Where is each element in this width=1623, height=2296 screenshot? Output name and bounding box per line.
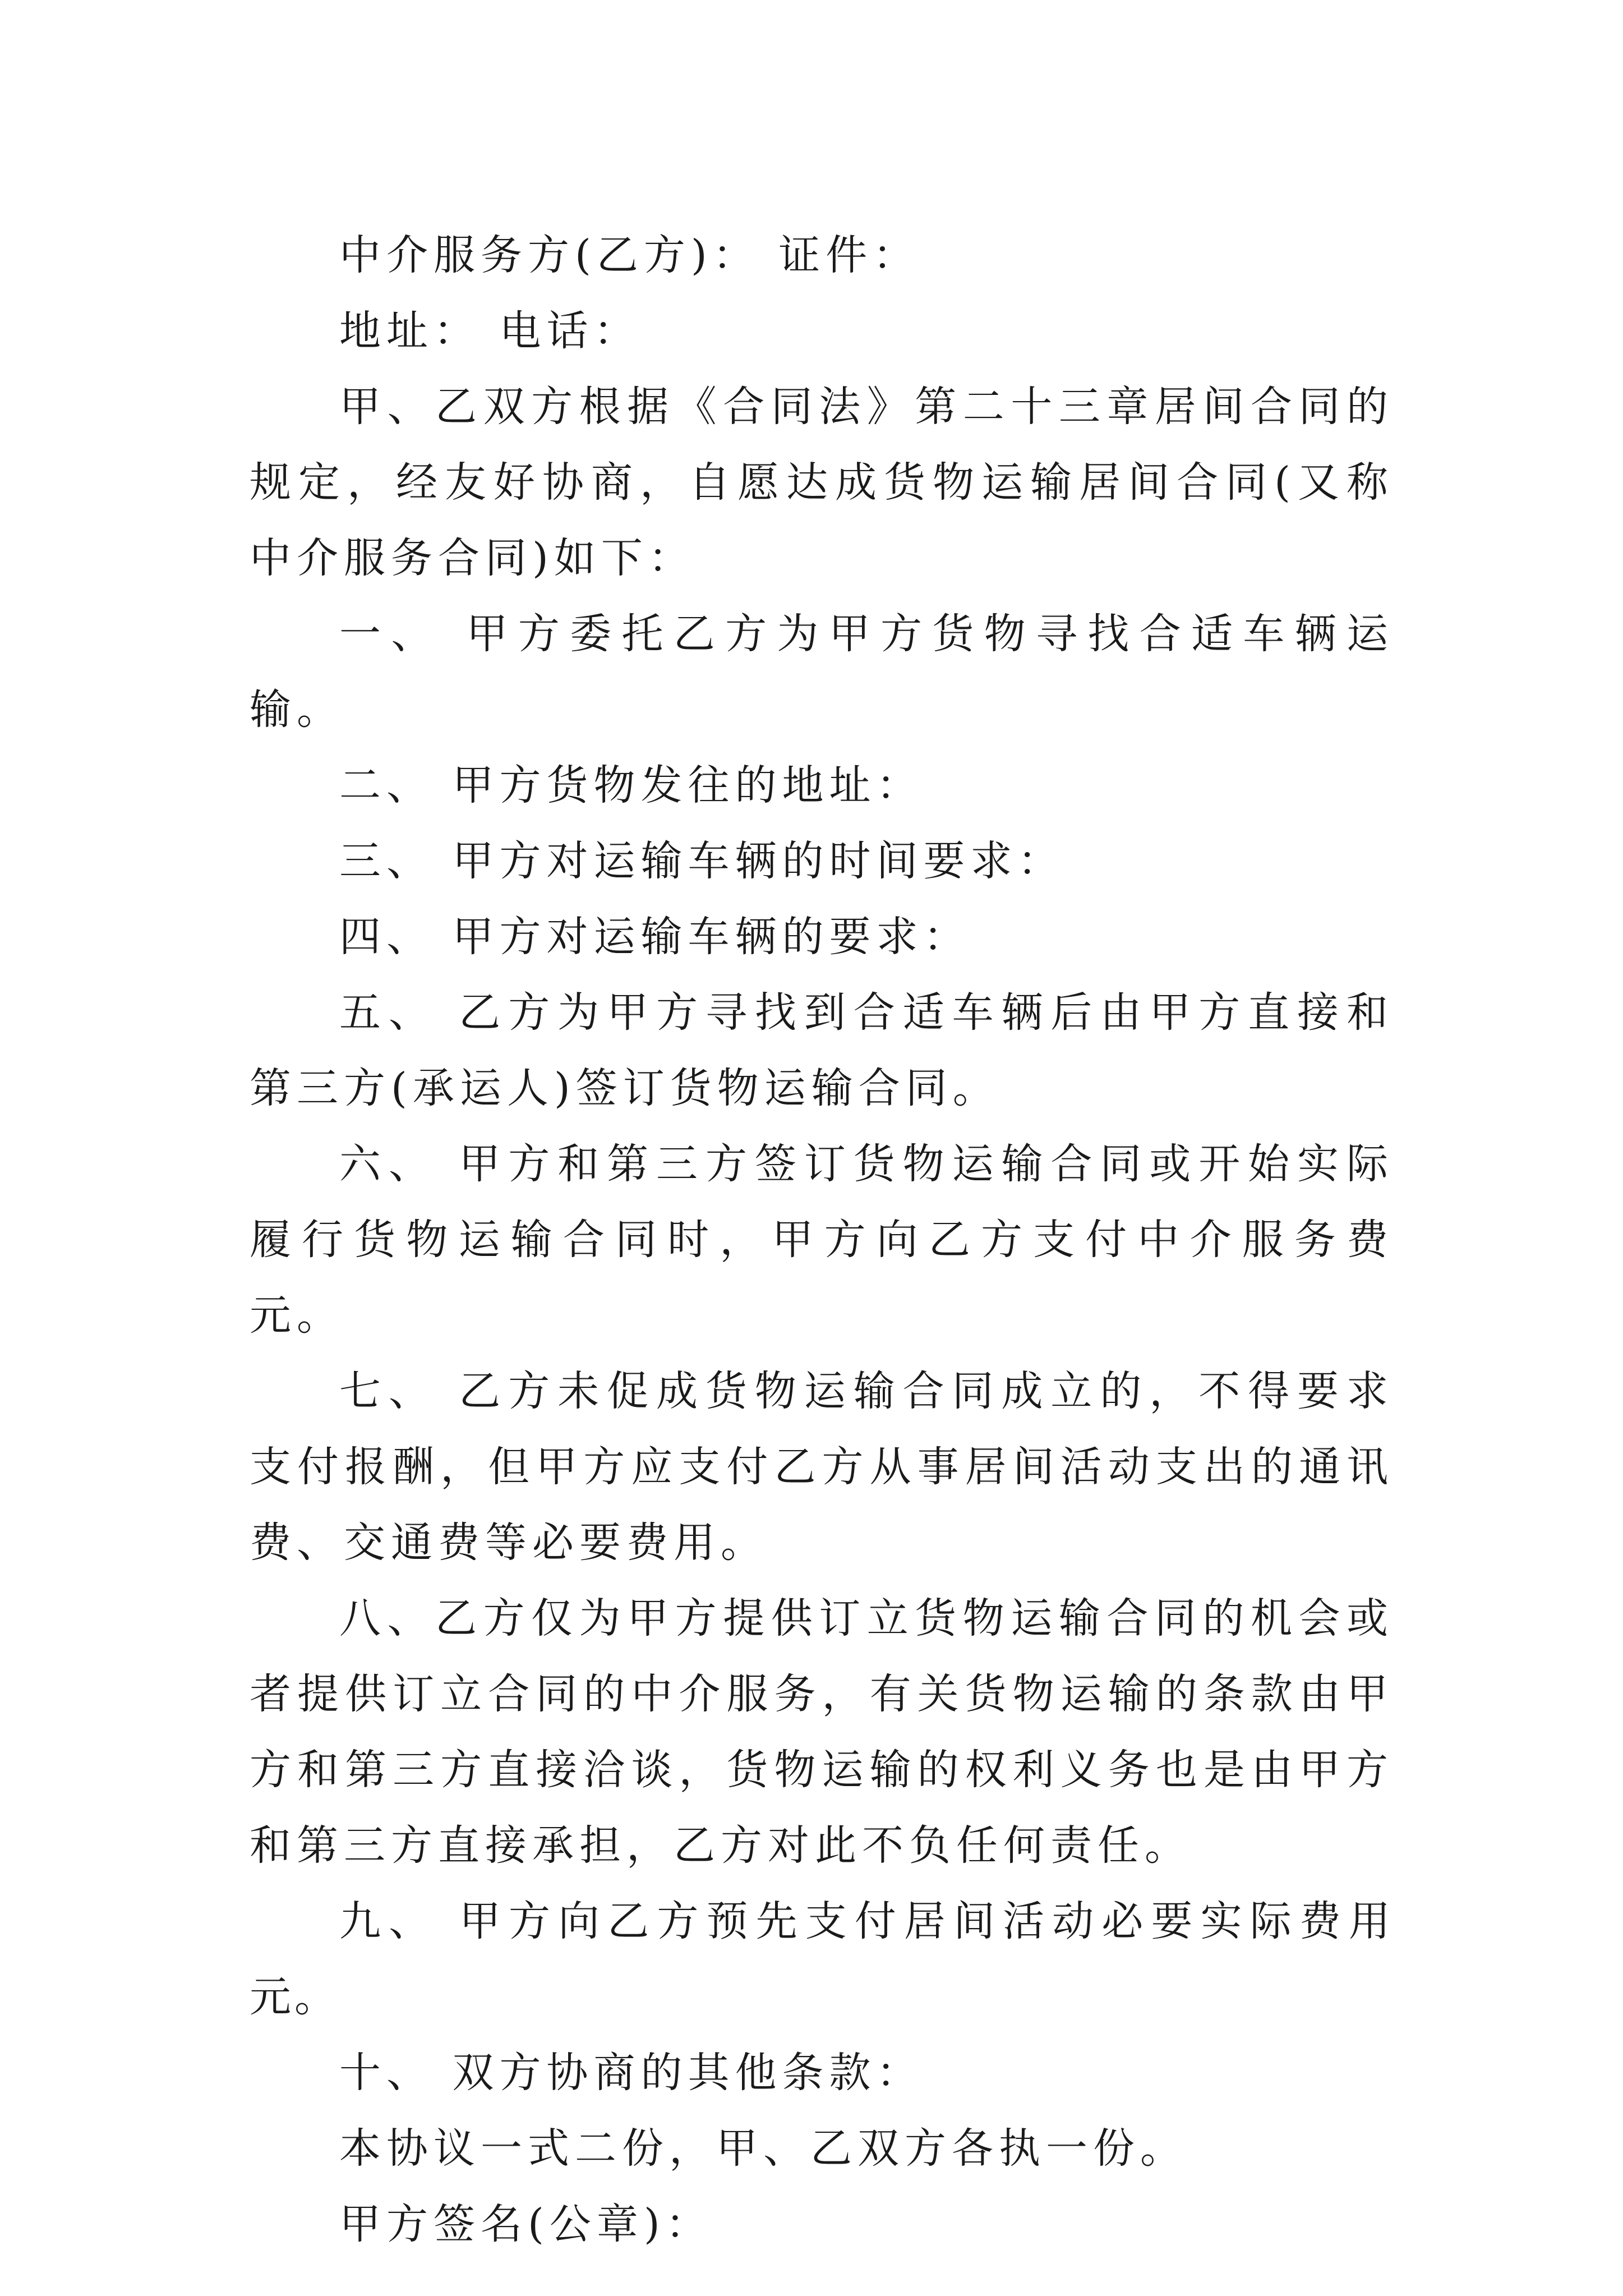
clause-8: 八、乙方仅为甲方提供订立货物运输合同的机会或者提供订立合同的中介服务，有关货物运输的条款由甲方和第三方直接洽谈，货物运输的权利义务也是由甲方和第三方直接承担，乙方对此不负任何责任。 <box>250 1594 1394 1870</box>
intermediary-party-line: 中介服务方(乙方)： 证件： <box>339 231 920 279</box>
preamble-paragraph: 甲、乙双方根据《合同法》第二十三章居间合同的规定，经友好协商，自愿达成货物运输居间合同(又称中介服务合同)如下： <box>250 383 1394 582</box>
copies-statement: 本协议一式二份，甲、乙双方各执一份。 <box>339 2124 1187 2173</box>
document-body <box>250 218 1394 2262</box>
clause-9: 九、 甲方向乙方预先支付居间活动必要实际费用 元。 <box>250 1897 1394 2021</box>
clause-10: 十、 双方协商的其他条款： <box>339 2049 924 2097</box>
address-phone-line: 地址： 电话： <box>339 307 641 355</box>
clause-7: 七、 乙方未促成货物运输合同成立的，不得要求支付报酬，但甲方应支付乙方从事居间活动支出的通讯费、交通费等必要费用。 <box>250 1367 1394 1567</box>
clause-5: 五、 乙方为甲方寻找到合适车辆后由甲方直接和第三方(承运人)签订货物运输合同。 <box>250 988 1394 1112</box>
clause-3: 三、 甲方对运输车辆的时间要求： <box>339 837 1065 885</box>
party-a-signature-line: 甲方签名(公章)： <box>339 2200 713 2248</box>
clause-1: 一、 甲方委托乙方为甲方货物寻找合适车辆运输。 <box>250 610 1394 734</box>
clause-4: 四、 甲方对运输车辆的要求： <box>339 913 971 961</box>
clause-2: 二、 甲方货物发往的地址： <box>339 761 924 809</box>
clause-6: 六、 甲方和第三方签订货物运输合同或开始实际履行货物运输合同时，甲方向乙方支付中介服务费 元。 <box>250 1140 1394 1340</box>
